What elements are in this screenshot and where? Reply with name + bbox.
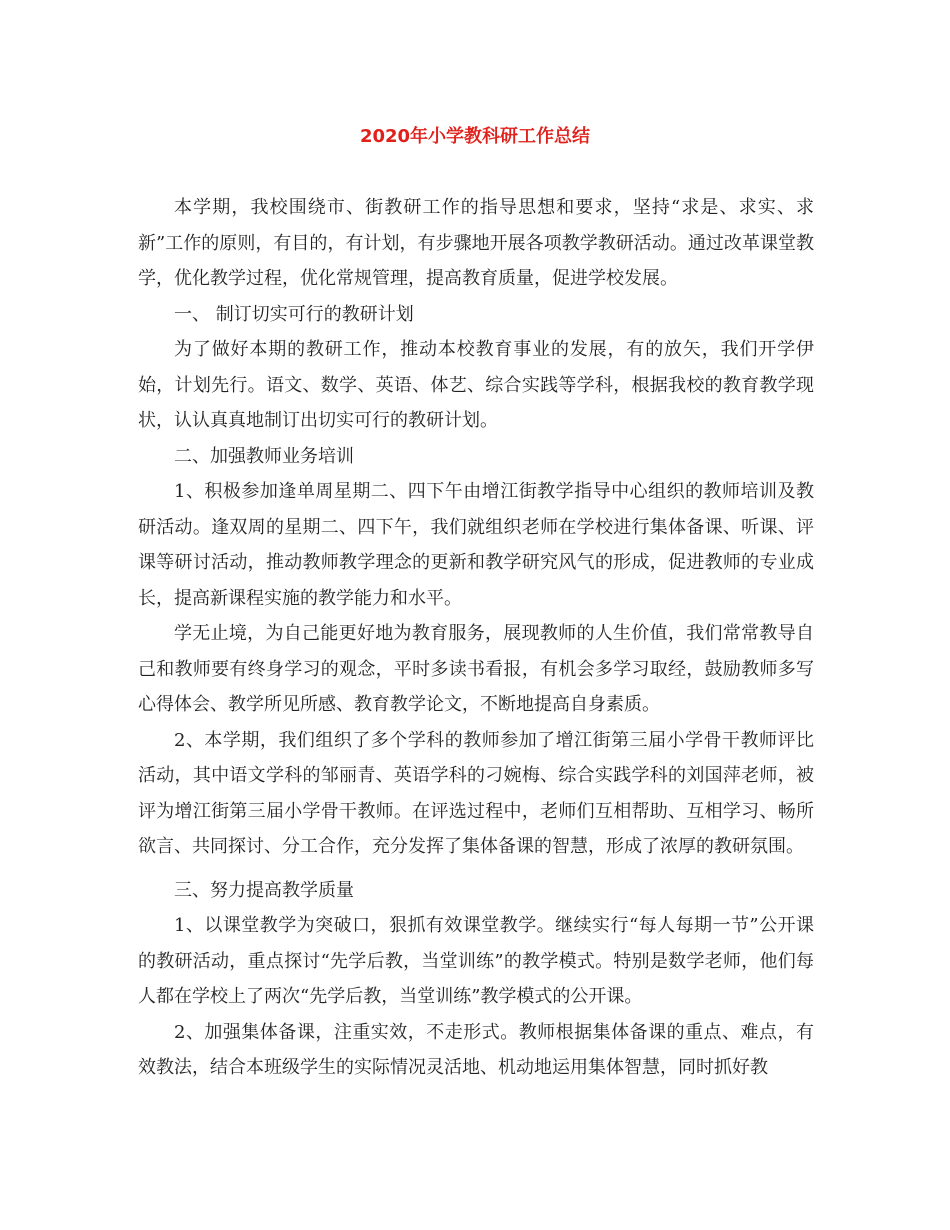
paragraph: 1、积极参加逢单周星期二、四下午由增江街教学指导中心组织的教师培训及教研活动。逢双周的星期二、四下午，我们就组织老师在学校进行集体备课、听课、评课等研讨活动，推动教师教学理念的更新和教学研究风气的形成，促进教师的专业成长，提高新课程实施的教学能力和水平。 <box>138 481 814 609</box>
paragraph-intro: 本学期，我校围绕市、街教研工作的指导思想和要求，坚持“求是、求实、求新”工作的原则，有目的，有计划，有步骤地开展各项教学教研活动。通过改革课堂教学，优化教学过程，优化常规管理，提高教育质量，促进学校发展。 <box>138 197 814 289</box>
section-heading-3: 三、努力提高教学质量 <box>174 879 354 901</box>
paragraph: 学无止境，为自己能更好地为教育服务，展现教师的人生价值，我们常常教导自己和教师要有终身学习的观念，平时多读书看报，有机会多学习取经，鼓励教师多写心得体会、教学所见所感、教育教学论文，不断地提高自身素质。 <box>138 623 814 715</box>
paragraph: 为了做好本期的教研工作，推动本校教育事业的发展，有的放矢，我们开学伊始，计划先行。语文、数学、英语、体艺、综合实践等学科，根据我校的教育教学现状，认认真真地制订出切实可行的教研计划。 <box>138 339 814 431</box>
paragraph: 2、加强集体备课，注重实效，不走形式。教师根据集体备课的重点、难点，有效教法，结合本班级学生的实际情况灵活地、机动地运用集体智慧，同时抓好教 <box>138 1021 814 1078</box>
paragraph: 1、以课堂教学为突破口，狠抓有效课堂教学。继续实行“每人每期一节”公开课的教研活动，重点探讨“先学后教，当堂训练”的教学模式。特别是数学老师，他们每人都在学校上了两次“先学后教，当堂训练”教学模式的公开课。 <box>138 915 814 1007</box>
document-body <box>138 190 814 1086</box>
document-title: 2020年小学教科研工作总结 <box>359 126 591 147</box>
paragraph: 2、本学期，我们组织了多个学科的教师参加了增江街第三届小学骨干教师评比活动，其中语文学科的邹丽青、英语学科的刁婉梅、综合实践学科的刘国萍老师，被评为增江街第三届小学骨干教师。在评选过程中，老师们互相帮助、互相学习、畅所欲言、共同探讨、分工合作，充分发挥了集体备课的智慧，形成了浓厚的教研氛围。 <box>138 729 814 857</box>
section-heading-1: 一、 制订切实可行的教研计划 <box>174 303 414 325</box>
section-heading-2: 二、加强教师业务培训 <box>174 445 354 467</box>
